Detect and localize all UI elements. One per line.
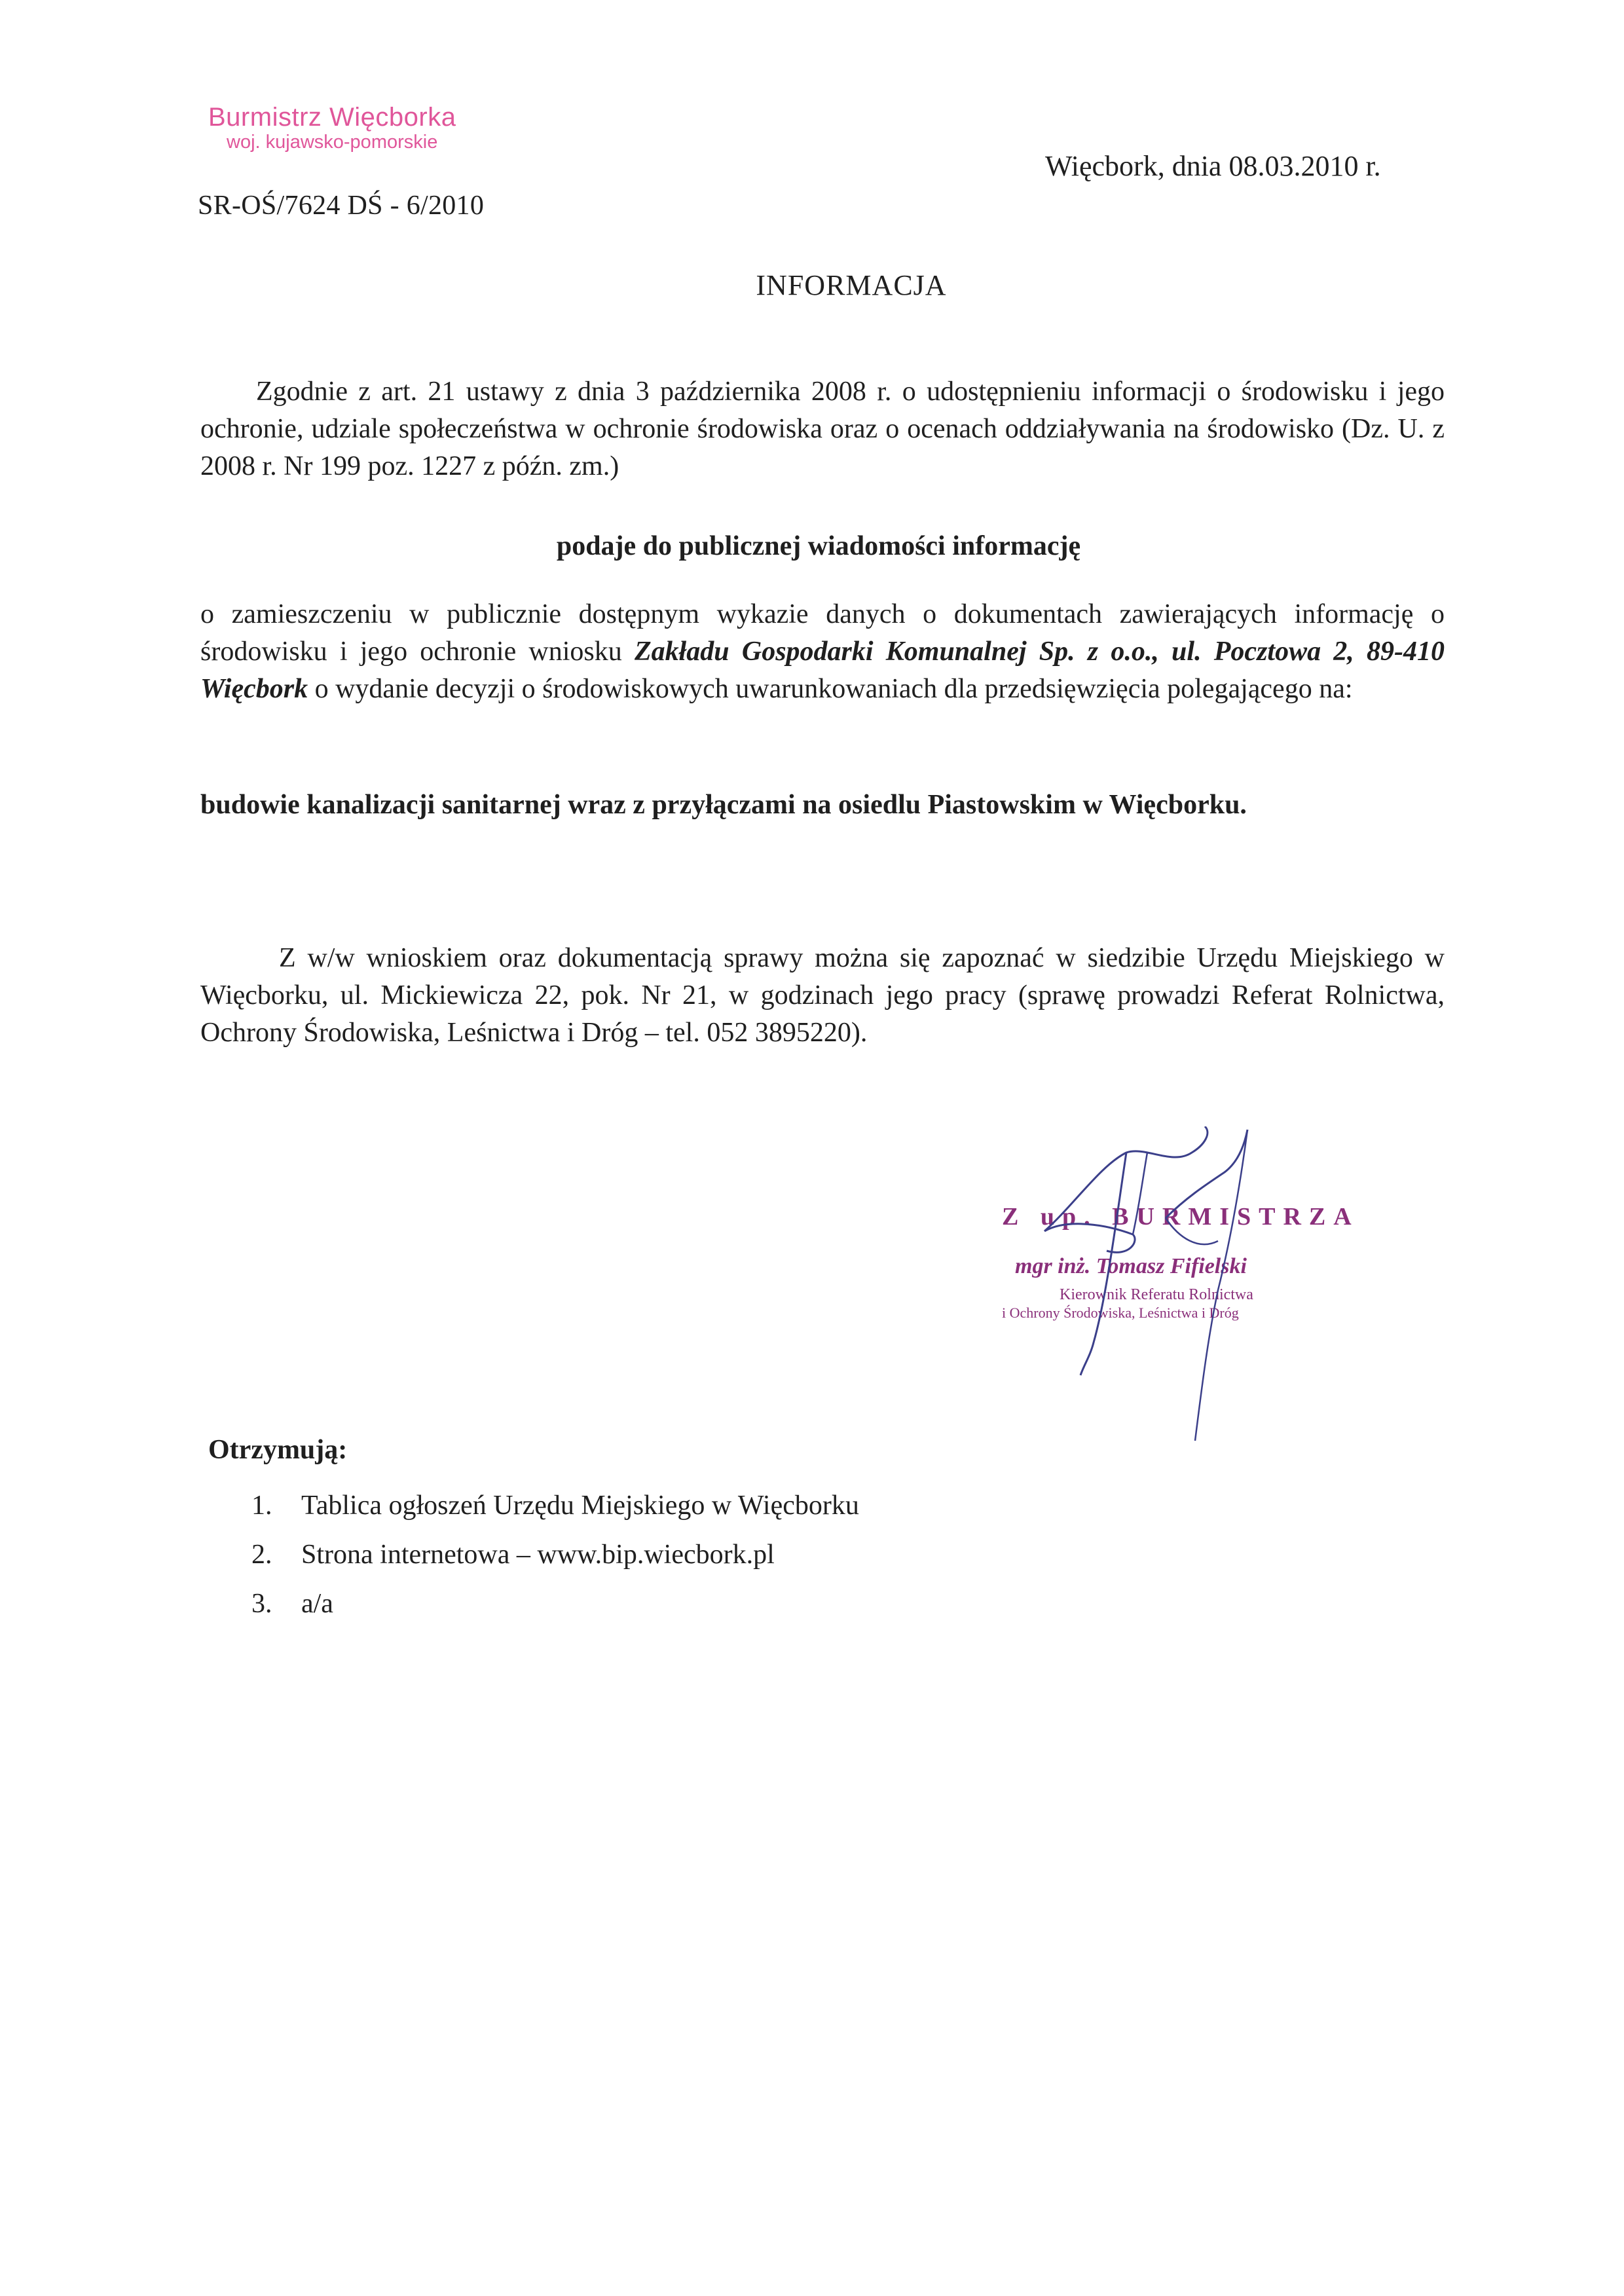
signature-stamp-role-line1: Kierownik Referatu Rolnictwa [1060, 1286, 1253, 1303]
issuer-stamp [208, 103, 549, 152]
recipient-number: 3. [251, 1589, 272, 1619]
signature-stamp-role-line2: i Ochrony Środowiska, Leśnictwa i Dróg [1002, 1305, 1239, 1321]
signature-stamp-name: mgr inż. Tomasz Fifielski [1015, 1254, 1247, 1278]
project-description: budowie kanalizacji sanitarnej wraz z przyłączami na osiedlu Piastowskim w Więcborku. [200, 790, 1247, 820]
recipient-number: 2. [251, 1540, 272, 1570]
announcement-line: podaje do publicznej wiadomości informację [556, 531, 1081, 561]
handwritten-signature [976, 1126, 1395, 1467]
recipient-number: 1. [251, 1491, 272, 1521]
issuer-stamp-region: woj. kujawsko-pomorskie [227, 132, 438, 153]
legal-basis-paragraph: Zgodnie z art. 21 ustawy z dnia 3 października 2008 r. o udostępnieniu informacji o środowisku i jego ochronie, udziale społeczeństwa w ochronie środowiska oraz o ocenach oddziaływania na środowisko (Dz. U. z 2008 r. Nr 199 poz. 1227 z późn. zm.) [200, 377, 1445, 481]
place-and-date: Więcbork, dnia 08.03.2010 r. [1045, 150, 1381, 182]
recipient-text: Tablica ogłoszeń Urzędu Miejskiego w Więcborku [301, 1491, 859, 1521]
applicant-name: Zakładu Gospodarki Komunalnej Sp. z o.o., ul. Pocztowa 2, 89-410 Więcbork [200, 637, 1445, 704]
recipient-text: Strona internetowa – www.bip.wiecbork.pl [301, 1540, 775, 1570]
recipient-item [251, 1481, 859, 1530]
recipients-list [251, 1481, 859, 1629]
recipients-title: Otrzymują: [208, 1435, 348, 1465]
issuer-stamp-name: Burmistrz Więcborka [208, 103, 456, 132]
recipient-text: a/a [301, 1589, 333, 1619]
signature-block [976, 1126, 1395, 1467]
document-title: INFORMACJA [756, 269, 947, 301]
reference-number: SR-OŚ/7624 DŚ - 6/2010 [198, 191, 485, 221]
application-text-end: o wydanie decyzji o środowiskowych uwarunkowaniach dla przedsięwzięcia polegającego na: [308, 674, 1353, 704]
application-paragraph [200, 596, 1445, 708]
application-text-start: o zamieszczeniu w publicznie dostępnym wykazie danych o dokumentach zawierających informację o środowisku i jego ochronie wniosku [200, 599, 1445, 667]
recipient-item [251, 1580, 859, 1629]
access-info-paragraph: Z w/w wnioskiem oraz dokumentacją sprawy można się zapoznać w siedzibie Urzędu Miejskiego w Więcborku, ul. Mickiewicza 22, pok. Nr 21, w godzinach jego pracy (sprawę prowadzi Referat Rolnictwa, Ochrony Środowiska, Leśnictwa i Dróg – tel. 052 3895220). [200, 943, 1445, 1048]
recipient-item [251, 1530, 859, 1580]
signature-stamp-title: Z up. BURMISTRZA [1002, 1203, 1359, 1231]
